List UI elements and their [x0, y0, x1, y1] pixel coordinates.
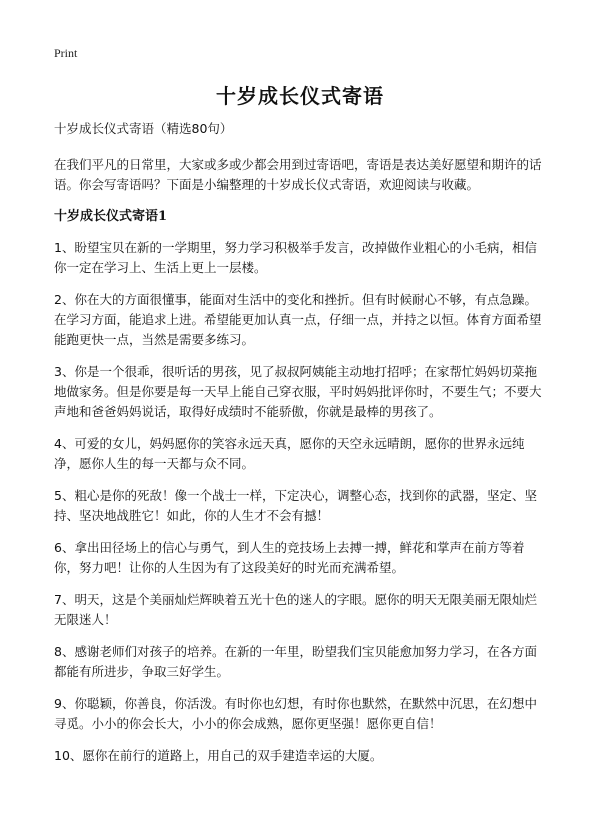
intro-paragraph: 在我们平凡的日常里，大家或多或少都会用到过寄语吧，寄语是表达美好愿望和期许的话语。你会写寄语吗？下面是小编整理的十岁成长仪式寄语，欢迎阅读与收藏。 — [54, 157, 542, 192]
page-title: 十岁成长仪式寄语 — [216, 84, 384, 108]
paragraph-list — [54, 238, 546, 766]
document-subtitle: 十岁成长仪式寄语（精选80句） — [54, 121, 233, 136]
paragraph-9: 9、你聪颖，你善良，你活泼。有时你也幻想，有时你也默然，在默然中沉思，在幻想中寻觅。小小的你会长大，小小的你会成熟，愿你更坚强！愿你更自信！ — [54, 696, 537, 731]
paragraph-5: 5、粗心是你的死敌！像一个战士一样，下定决心，调整心态，找到你的武器，坚定、坚持、坚决地战胜它！如此，你的人生才不会有撼！ — [54, 488, 537, 523]
paragraph-3: 3、你是一个很乖，很听话的男孩，见了叔叔阿姨能主动地打招呼；在家帮忙妈妈切菜拖地做家务。但是你要是每一天早上能自己穿衣服，平时妈妈批评你时，不要生气；不要大声地和爸爸妈妈说话，取得好成绩时不能骄傲，你就是最棒的男孩了。 — [54, 364, 542, 419]
paragraph-10: 10、愿你在前行的道路上，用自己的双手建造幸运的大厦。 — [54, 748, 383, 763]
paragraph-2: 2、你在大的方面很懂事，能面对生活中的变化和挫折。但有时候耐心不够，有点急躁。在学习方面，能追求上进。希望能更加认真一点，仔细一点，并持之以恒。体育方面希望能跑更快一点，当然是需要多练习。 — [54, 292, 542, 347]
paragraph-4: 4、可爱的女儿，妈妈愿你的笑容永远天真，愿你的天空永远晴朗，愿你的世界永远纯净，愿你人生的每一天都与众不同。 — [54, 436, 525, 471]
print-link[interactable]: Print — [54, 46, 78, 60]
paragraph-6: 6、拿出田径场上的信心与勇气，到人生的竞技场上去搏一搏，鲜花和掌声在前方等着你，努力吧！让你的人生因为有了这段美好的时光而充满希望。 — [54, 540, 525, 575]
paragraph-8: 8、感谢老师们对孩子的培养。在新的一年里，盼望我们宝贝能愈加努力学习，在各方面都能有所进步，争取三好学生。 — [54, 644, 537, 679]
section-heading: 十岁成长仪式寄语1 — [54, 209, 168, 224]
paragraph-7: 7、明天，这是个美丽灿烂辉映着五光十色的迷人的字眼。愿你的明天无限美丽无限灿烂无限迷人！ — [54, 592, 537, 627]
document-body — [54, 118, 546, 778]
paragraph-1: 1、盼望宝贝在新的一学期里，努力学习积极举手发言，改掉做作业粗心的小毛病，相信你一定在学习上、生活上更上一层楼。 — [54, 240, 537, 275]
